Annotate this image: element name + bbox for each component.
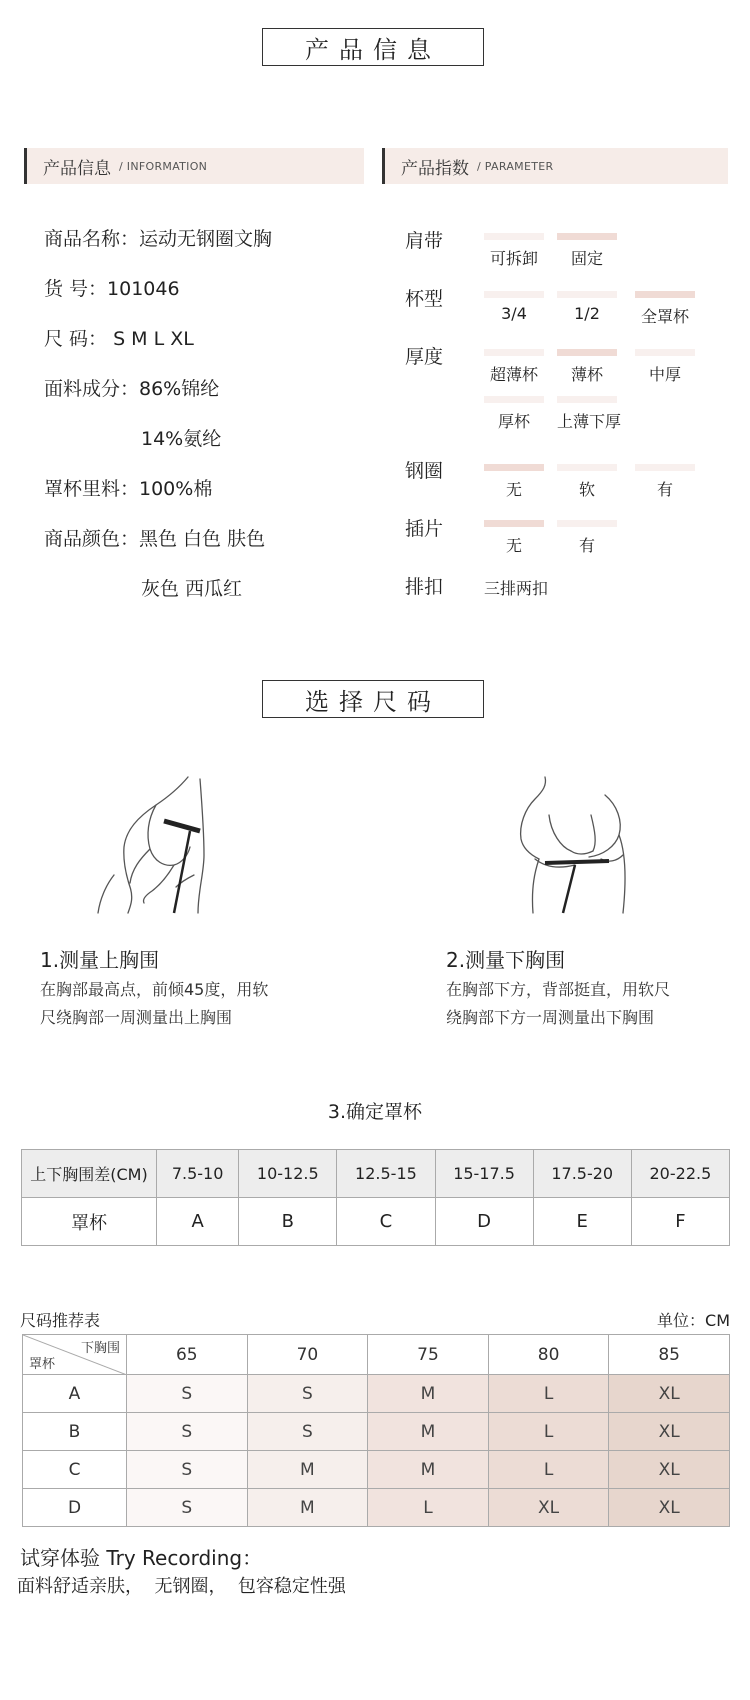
step2-description: 在胸部下方，背部挺直，用软尺 绕胸部下方一周测量出下胸围 <box>446 980 671 1027</box>
info-product-name: 商品名称：运动无钢圈文胸 <box>44 228 273 250</box>
table-row-header: D <box>23 1489 127 1527</box>
table-cell: L <box>488 1375 609 1413</box>
table-header-cell: 75 <box>368 1335 489 1375</box>
param-option: 固定 <box>557 233 617 269</box>
table-cell: XL <box>609 1413 730 1451</box>
param-option: 可拆卸 <box>484 233 544 269</box>
info-colors-2: 灰色 西瓜红 <box>141 578 243 600</box>
info-item-number: 货 号：101046 <box>44 278 180 300</box>
table-cell: S <box>127 1375 248 1413</box>
param-label-strap: 肩带 <box>405 230 444 252</box>
try-recording-title: 试穿体验 Try Recording： <box>20 1546 263 1570</box>
param-option: 无 <box>484 520 544 556</box>
table-row <box>23 1489 730 1527</box>
param-option: 有 <box>557 520 617 556</box>
param-section-heading: 产品指数 / PARAMETER <box>382 148 728 184</box>
cup-table <box>21 1149 730 1246</box>
cup-section-title: 3.确定罩杯 <box>327 1101 423 1123</box>
table-cell: M <box>368 1451 489 1489</box>
param-option: 1/2 <box>557 291 617 323</box>
try-recording-text: 面料舒适亲肤， 无钢圈， 包容稳定性强 <box>17 1576 346 1597</box>
table-cell: S <box>247 1413 368 1451</box>
product-info-title: 产品信息 <box>262 28 484 66</box>
table-cell: A <box>157 1198 239 1246</box>
table-cell: 7.5-10 <box>157 1150 239 1198</box>
table-cell: C <box>337 1198 435 1246</box>
table-row <box>23 1451 730 1489</box>
table-row <box>23 1375 730 1413</box>
choose-size-title: 选择尺码 <box>262 680 484 718</box>
table-cell: 上下胸围差(CM) <box>22 1150 157 1198</box>
step1-title: 1.测量上胸围 <box>40 948 160 972</box>
param-option: 3/4 <box>484 291 544 323</box>
table-header-cell: 80 <box>488 1335 609 1375</box>
table-cell: S <box>247 1375 368 1413</box>
param-option: 软 <box>557 464 617 500</box>
size-recommendation-table <box>22 1334 730 1527</box>
cup-table-row <box>22 1198 730 1246</box>
param-option: 厚杯 <box>484 396 544 432</box>
info-sizes: 尺 码： S M L XL <box>44 328 194 350</box>
table-cell: 20-22.5 <box>631 1150 729 1198</box>
table-cell: M <box>368 1375 489 1413</box>
param-hooks-value: 三排两扣 <box>484 579 549 598</box>
table-row-header: B <box>23 1413 127 1451</box>
param-label-thickness: 厚度 <box>405 346 444 368</box>
table-header-cell: 70 <box>247 1335 368 1375</box>
param-label-wire: 钢圈 <box>405 460 444 482</box>
info-colors: 商品颜色：黑色 白色 肤色 <box>44 528 266 550</box>
table-row-header: C <box>23 1451 127 1489</box>
table-header-cell: 85 <box>609 1335 730 1375</box>
param-option: 薄杯 <box>557 349 617 385</box>
table-cell: S <box>127 1451 248 1489</box>
info-section-heading: 产品信息 / INFORMATION <box>24 148 364 184</box>
param-option: 无 <box>484 464 544 500</box>
measure-underbust-illustration <box>505 775 655 915</box>
table-cell: E <box>533 1198 631 1246</box>
step2-title: 2.测量下胸围 <box>446 948 566 972</box>
corner-label-top: 下胸围 <box>80 1341 120 1356</box>
table-cell: XL <box>609 1375 730 1413</box>
table-row <box>23 1413 730 1451</box>
table-cell: M <box>247 1489 368 1527</box>
cup-table-header-row <box>22 1150 730 1198</box>
size-table-label: 尺码推荐表 <box>20 1311 101 1330</box>
table-cell: L <box>488 1413 609 1451</box>
param-option: 上薄下厚 <box>557 396 617 432</box>
table-corner-cell <box>23 1335 127 1375</box>
table-cell: 17.5-20 <box>533 1150 631 1198</box>
table-cell: B <box>239 1198 337 1246</box>
table-cell: 12.5-15 <box>337 1150 435 1198</box>
table-cell: F <box>631 1198 729 1246</box>
info-fabric: 面料成分：86%锦纶 <box>44 378 220 400</box>
param-label-insert: 插片 <box>405 518 444 540</box>
measure-bust-illustration <box>90 775 240 915</box>
info-lining: 罩杯里料：100%棉 <box>44 478 213 500</box>
table-cell: 15-17.5 <box>435 1150 533 1198</box>
table-cell: 罩杯 <box>22 1198 157 1246</box>
corner-label-bottom: 罩杯 <box>29 1357 56 1372</box>
param-option: 全罩杯 <box>635 291 695 327</box>
step1-description: 在胸部最高点，前倾45度，用软 尺绕胸部一周测量出上胸围 <box>40 980 269 1027</box>
table-cell: S <box>127 1489 248 1527</box>
size-table-header-row <box>23 1335 730 1375</box>
table-header-cell: 65 <box>127 1335 248 1375</box>
table-cell: L <box>488 1451 609 1489</box>
param-option: 有 <box>635 464 695 500</box>
table-cell: XL <box>488 1489 609 1527</box>
table-cell: S <box>127 1413 248 1451</box>
table-cell: M <box>368 1413 489 1451</box>
table-cell: 10-12.5 <box>239 1150 337 1198</box>
info-fabric-2: 14%氨纶 <box>141 428 222 450</box>
table-cell: M <box>247 1451 368 1489</box>
param-option: 中厚 <box>635 349 695 385</box>
table-cell: XL <box>609 1451 730 1489</box>
table-row-header: A <box>23 1375 127 1413</box>
param-label-hooks: 排扣 <box>405 576 444 598</box>
table-cell: L <box>368 1489 489 1527</box>
table-cell: XL <box>609 1489 730 1527</box>
param-label-cup: 杯型 <box>405 288 444 310</box>
param-option: 超薄杯 <box>484 349 544 385</box>
size-table-unit: 单位：CM <box>657 1311 730 1330</box>
table-cell: D <box>435 1198 533 1246</box>
